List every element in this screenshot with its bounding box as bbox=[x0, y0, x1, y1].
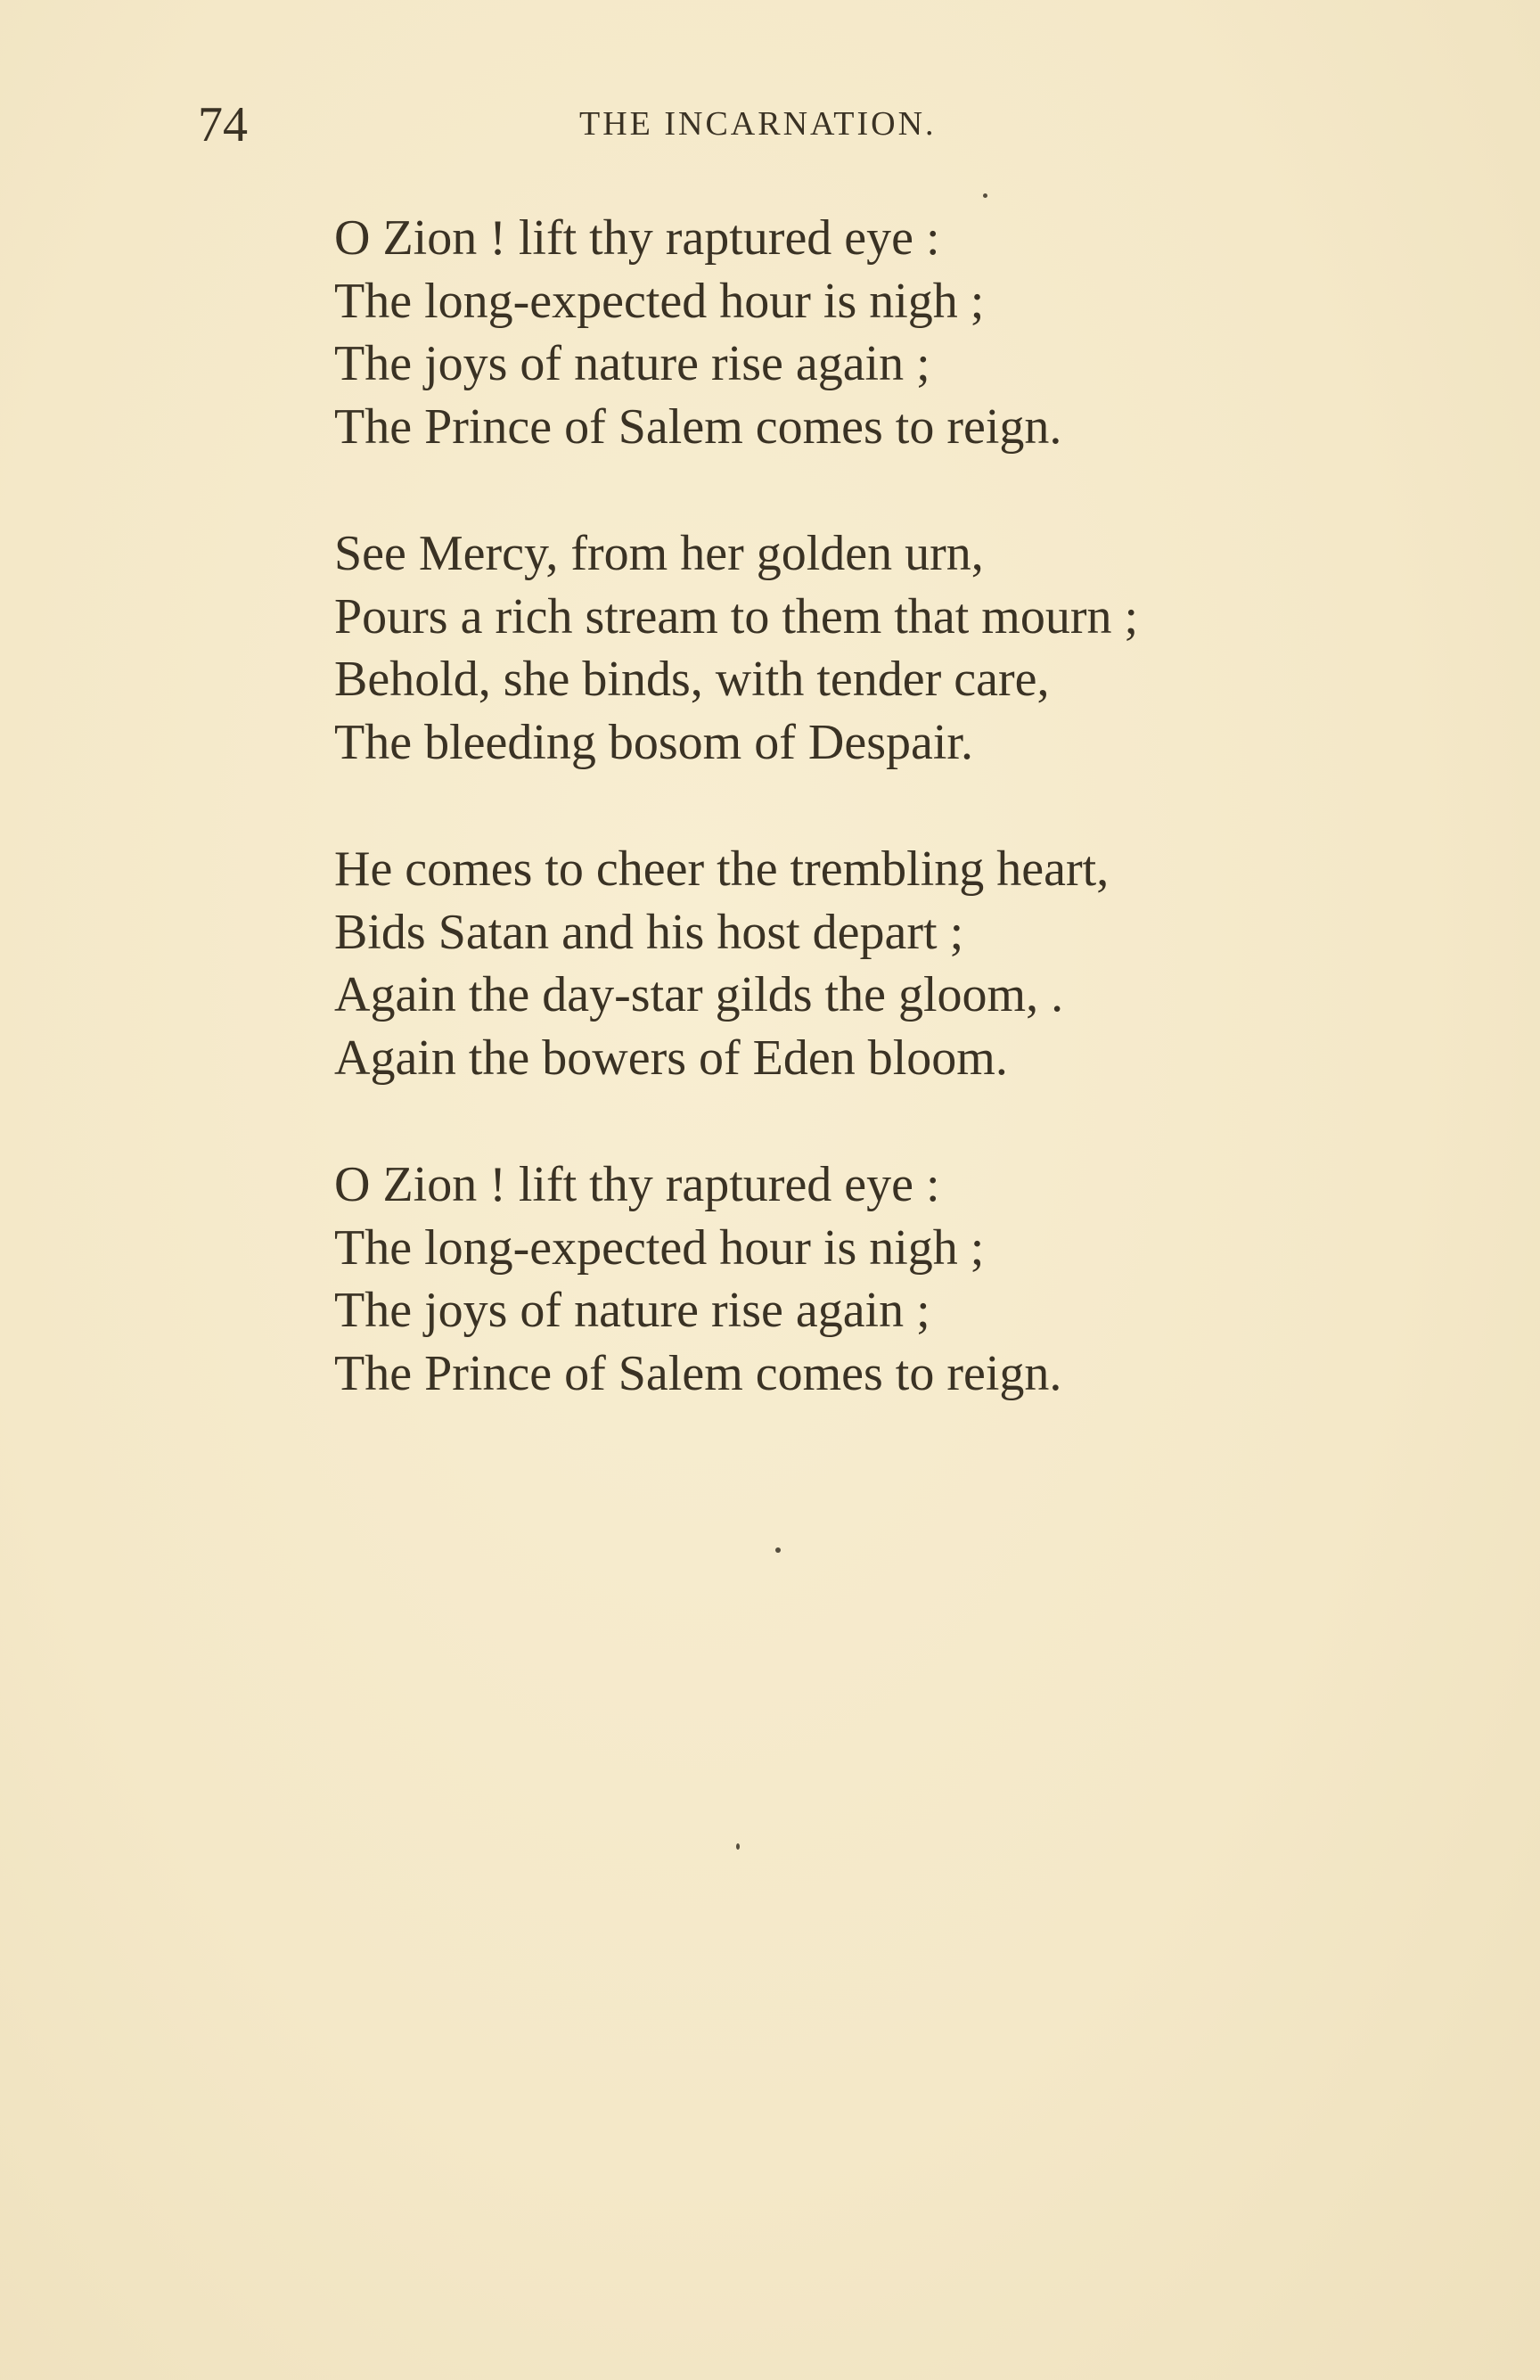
poem bbox=[334, 207, 1359, 1469]
poem-line: The Prince of Salem comes to reign. bbox=[334, 1345, 1062, 1401]
stanza-1 bbox=[334, 207, 1359, 458]
poem-line: The joys of nature rise again ; bbox=[334, 336, 930, 391]
ink-speck bbox=[736, 1843, 740, 1850]
stanza-4 bbox=[334, 1153, 1359, 1405]
poem-line: Bids Satan and his host depart ; bbox=[334, 904, 964, 960]
poem-line: He comes to cheer the trembling heart, bbox=[334, 841, 1110, 897]
ink-speck bbox=[775, 1547, 781, 1553]
stanza-3 bbox=[334, 838, 1359, 1089]
page-number: 74 bbox=[198, 97, 248, 152]
poem-line: The joys of nature rise again ; bbox=[334, 1283, 930, 1338]
poem-line: The long-expected hour is nigh ; bbox=[334, 1219, 985, 1276]
poem-line: The Prince of Salem comes to reign. bbox=[334, 398, 1062, 455]
poem-line: The long-expected hour is nigh ; bbox=[334, 273, 985, 329]
poem-line: Behold, she binds, with tender care, bbox=[334, 652, 1050, 707]
poem-line: Pours a rich stream to them that mourn ; bbox=[334, 588, 1139, 644]
poem-line: The bleeding bosom of Despair. bbox=[334, 714, 973, 770]
stanza-2 bbox=[334, 522, 1359, 774]
poem-line: See Mercy, from her golden urn, bbox=[334, 526, 984, 581]
poem-line: O Zion ! lift thy raptured eye : bbox=[334, 210, 940, 266]
ink-speck bbox=[983, 193, 987, 198]
poem-line: Again the day-star gilds the gloom, . bbox=[334, 967, 1064, 1022]
poem-line: Again the bowers of Eden bloom. bbox=[334, 1030, 1008, 1086]
poem-line: O Zion ! lift thy raptured eye : bbox=[334, 1157, 940, 1212]
running-title: THE INCARNATION. bbox=[579, 105, 937, 143]
